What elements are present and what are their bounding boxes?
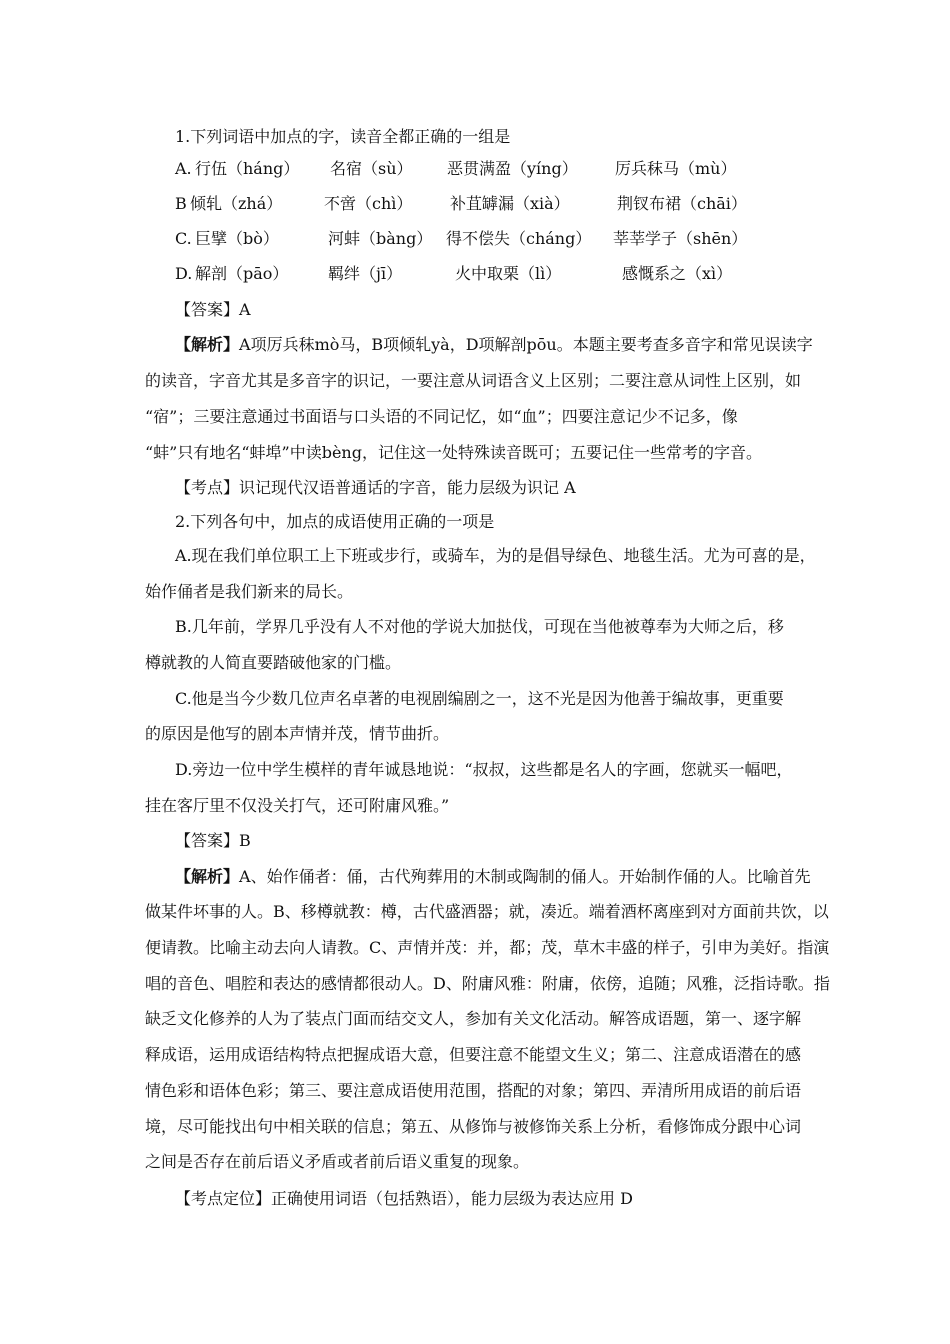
q1-word: 荆钗布裙（chāi）	[617, 194, 747, 213]
q1-option-label: D.	[175, 264, 193, 283]
answer-value: B	[239, 831, 251, 850]
q2-analysis-line: 做某件坏事的人。B、移樽就教：樽，古代盛酒器；就，凑近。端着酒杯离座到对方面前共饮，以	[145, 902, 829, 921]
q1-word: 倾轧（zhá）	[190, 194, 283, 213]
q1-word: 行伍（háng）	[195, 159, 300, 178]
q1-word: 补苴罅漏（xià）	[450, 194, 570, 213]
q2-analysis-line: 唱的音色、唱腔和表达的感情都很动人。D、附庸风雅：附庸，依傍，追随；风雅，泛指诗歌。指	[145, 974, 830, 993]
q1-option-label: B	[175, 194, 187, 213]
q2-stem: 2.下列各句中，加点的成语使用正确的一项是	[175, 512, 495, 531]
q2-option-c-cont: 的原因是他写的剧本声情并茂，情节曲折。	[145, 724, 450, 743]
q2-option-d-cont: 挂在客厅里不仅没关打气，还可附庸风雅。”	[145, 796, 450, 815]
q1-word: 羁绊（jī）	[328, 264, 403, 283]
point-tag: 【考点】	[175, 478, 240, 497]
q2-analysis-line	[175, 866, 811, 888]
q2-analysis-line: 释成语，运用成语结构特点把握成语大意，但要注意不能望文生义；第二、注意成语潜在的感	[145, 1045, 802, 1064]
q2-point	[175, 1188, 633, 1210]
q1-word: 感慨系之（xì）	[622, 264, 733, 283]
analysis-text: A项厉兵秣mò马，B项倾轧yà，D项解剖pōu。本题主要考查多音字和常见误读字	[239, 335, 813, 354]
q1-option-label: A.	[175, 159, 192, 178]
point-text: 识记现代汉语普通话的字音，能力层级为识记 A	[239, 478, 576, 497]
q1-word: 厉兵秣马（mù）	[615, 159, 737, 178]
q1-word: 得不偿失（cháng）	[446, 229, 592, 248]
q2-analysis-line: 缺乏文化修养的人为了装点门面而结交文人，参加有关文化活动。解答成语题，第一、逐字解	[145, 1009, 802, 1028]
q1-word: 巨擘（bò）	[195, 229, 279, 248]
point-tag: 【考点定位】	[175, 1189, 272, 1208]
q1-word: 火中取栗（lì）	[455, 264, 562, 283]
answer-tag: 【答案】	[175, 300, 240, 319]
q1-word: 恶贯满盈（yíng）	[447, 159, 578, 178]
q2-analysis-line: 便请教。比喻主动去向人请教。C、声情并茂：并，都；茂，草木丰盛的样子，引申为美好。指演	[145, 938, 830, 957]
q2-option-b: B.几年前，学界几乎没有人不对他的学说大加挞伐，可现在当他被尊奉为大师之后，移	[175, 617, 784, 636]
q1-answer	[175, 299, 251, 321]
q1-analysis-line: “蚌”只有地名“蚌埠”中读bèng，记住这一处特殊读音既可；五要记住一些常考的字音。	[145, 443, 762, 462]
q1-analysis-line	[175, 334, 813, 356]
answer-value: A	[239, 300, 251, 319]
analysis-tag: 【解析】	[175, 867, 240, 886]
q1-stem: 1.下列词语中加点的字，读音全都正确的一组是	[175, 127, 511, 146]
q1-analysis-line: 的读音，字音尤其是多音字的识记，一要注意从词语含义上区别；二要注意从词性上区别，如	[145, 371, 802, 390]
q2-analysis-line: 之间是否存在前后语义矛盾或者前后语义重复的现象。	[145, 1152, 530, 1171]
q2-option-b-cont: 樽就教的人简直要踏破他家的门槛。	[145, 653, 402, 672]
q2-analysis-line: 情色彩和语体色彩；第三、要注意成语使用范围，搭配的对象；第四、弄清所用成语的前后语	[145, 1081, 802, 1100]
analysis-text: A、始作俑者：俑，古代殉葬用的木制或陶制的俑人。开始制作俑的人。比喻首先	[239, 867, 811, 886]
q2-option-a: A.现在我们单位职工上下班或步行，或骑车，为的是倡导绿色、地毯生活。尤为可喜的是，	[175, 546, 816, 565]
q1-word: 不啻（chì）	[324, 194, 413, 213]
q1-word: 名宿（sù）	[330, 159, 413, 178]
answer-tag: 【答案】	[175, 831, 240, 850]
q2-analysis-line: 境，尽可能找出句中相关联的信息；第五、从修饰与被修饰关系上分析，看修饰成分跟中心词	[145, 1117, 802, 1136]
point-text: 正确使用词语（包括熟语），能力层级为表达应用 D	[271, 1189, 633, 1208]
q2-option-d: D.旁边一位中学生模样的青年诚恳地说：“叔叔，这些都是名人的字画，您就买一幅吧，	[175, 760, 793, 779]
analysis-tag: 【解析】	[175, 335, 240, 354]
q2-option-c: C.他是当今少数几位声名卓著的电视剧编剧之一，这不光是因为他善于编故事，更重要	[175, 689, 784, 708]
q1-word: 解剖（pāo）	[195, 264, 289, 283]
q1-option-label: C.	[175, 229, 192, 248]
q1-word: 莘莘学子（shēn）	[613, 229, 748, 248]
q2-option-a-cont: 始作俑者是我们新来的局长。	[145, 582, 354, 601]
q2-answer	[175, 830, 251, 852]
q1-word: 河蚌（bàng）	[328, 229, 433, 248]
q1-analysis-line: “宿”；三要注意通过书面语与口头语的不同记忆，如“血”；四要注意记少不记多，像	[145, 407, 738, 426]
q1-point	[175, 477, 576, 499]
